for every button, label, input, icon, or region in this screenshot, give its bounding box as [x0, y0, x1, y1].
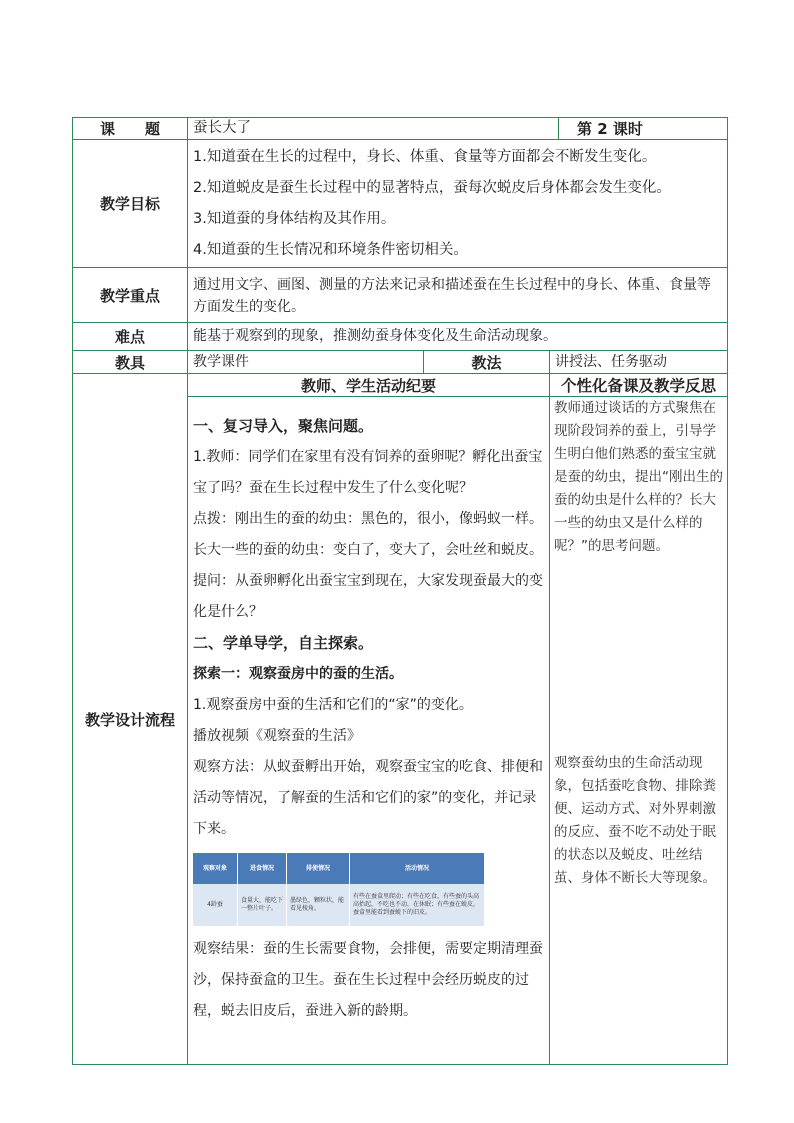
key-points-text: 通过用文字、画图、测量的方法来记录和描述蚕在生长过程中的身长、体重、食量等方面发生的变化。	[188, 268, 727, 323]
reflection-header: 个性化备课及教学反思	[550, 374, 727, 397]
course-period: 第 2 课时	[559, 118, 727, 140]
key-points-label: 教学重点	[73, 268, 188, 323]
activity-content	[188, 397, 550, 1064]
flow-label: 教学设计流程	[73, 374, 188, 1064]
explore-1-title: 探索一：观察蚕房中的蚕的生活。	[193, 666, 403, 682]
objective-item: 2.知道蜕皮是蚕生长过程中的显著特点，蚕每次蜕皮后身体都会发生变化。	[193, 180, 671, 196]
table-cell: 食量大，能吃下一整片叶子。	[238, 884, 287, 926]
course-title: 蚕长大了	[188, 118, 559, 140]
reflection-note-1: 教师通过谈话的方式聚焦在现阶段饲养的蚕上，引导学生明白他们熟悉的蚕宝宝就是蚕的幼虫，提出“刚出生的蚕的幼虫是什么样的？长大一些的幼虫又是什么样的呢？”的思考问题。	[554, 400, 723, 554]
hint-older: 长大一些的蚕的幼虫：变白了，变大了，会吐丝和蜕皮。	[193, 542, 543, 558]
activity-header: 教师、学生活动纪要	[188, 374, 550, 397]
observe-result: 观察结果：蚕的生长需要食物，会排便，需要定期清理蚕沙，保持蚕盒的卫生。蚕在生长过程中会经历蜕皮的过程，蜕去旧皮后，蚕进入新的龄期。	[193, 941, 543, 1019]
objective-item: 1.知道蚕在生长的过程中，身长、体重、食量等方面都会不断发生变化。	[193, 149, 657, 165]
tools-value: 教学课件	[188, 351, 424, 374]
table-cell: 4龄蚕	[193, 884, 238, 926]
table-cell: 有些在蚕盒里爬动；有些在吃食，有些蚕的头高高抬起，不吃也不动，在休眠；有些蚕在蜕皮，蚕盒里能看到蚕蜕下的旧皮。	[350, 884, 485, 926]
teacher-question: 1.教师：同学们在家里有没有饲养的蚕卵呢？孵化出蚕宝宝了吗？蚕在生长过程中发生了什么变化呢？	[193, 449, 543, 496]
method-value: 讲授法、任务驱动	[550, 351, 727, 374]
observe-task: 1.观察蚕房中蚕的生活和它们的“家”的变化。	[193, 697, 473, 713]
objectives-label: 教学目标	[73, 140, 188, 268]
video-note: 播放视频《观察蚕的生活》	[193, 728, 361, 744]
course-label: 课 题	[73, 118, 188, 140]
hint-young: 点拨：刚出生的蚕的幼虫：黑色的，很小，像蚂蚁一样。	[193, 511, 543, 527]
question-biggest-change: 提问：从蚕卵孵化出蚕宝宝到现在，大家发现蚕最大的变化是什么？	[193, 573, 543, 620]
objectives-list	[188, 140, 727, 268]
table-row	[193, 884, 485, 926]
table-header: 观察对象	[193, 853, 238, 884]
difficulty-label: 难点	[73, 323, 188, 351]
table-header: 活动情况	[350, 853, 485, 884]
observe-method: 观察方法：从蚁蚕孵出开始，观察蚕宝宝的吃食、排便和活动等情况，了解蚕的生活和它们的家”的变化，并记录下来。	[193, 759, 543, 837]
reflection-content	[550, 397, 727, 1064]
observation-table	[193, 853, 485, 926]
method-label: 教法	[424, 351, 550, 374]
section-1-title: 一、复习导入，聚焦问题。	[193, 417, 374, 435]
lesson-plan-table	[72, 117, 728, 1065]
reflection-note-2: 观察蚕幼虫的生命活动现象，包括蚕吃食物、排除粪便、运动方式、对外界刺激的反应、蚕不吃不动处于眠的状态以及蜕皮、吐丝结茧、身体不断长大等现象。	[554, 755, 716, 886]
objective-item: 3.知道蚕的身体结构及其作用。	[193, 211, 396, 227]
difficulty-text: 能基于观察到的现象，推测幼蚕身体变化及生命活动现象。	[188, 323, 727, 351]
table-cell: 墨绿色，颗粒状，能看见棱角。	[287, 884, 350, 926]
tools-label: 教具	[73, 351, 188, 374]
section-2-title: 二、学单导学，自主探索。	[193, 634, 374, 652]
objective-item: 4.知道蚕的生长情况和环境条件密切相关。	[193, 242, 468, 258]
table-header: 进食情况	[238, 853, 287, 884]
table-header: 排便情况	[287, 853, 350, 884]
